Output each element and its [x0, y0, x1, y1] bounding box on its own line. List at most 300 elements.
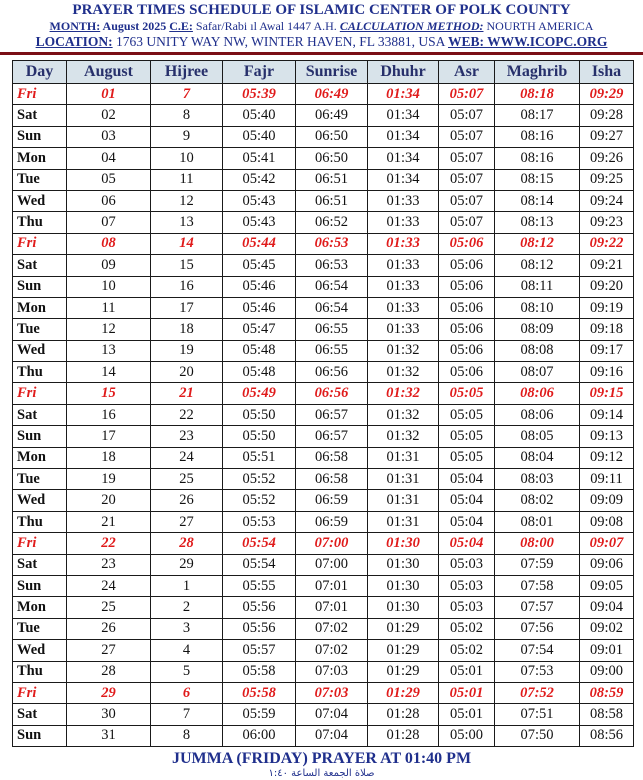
- table-cell: 09: [67, 255, 151, 276]
- table-cell: 7: [151, 704, 223, 725]
- table-cell: 05:52: [223, 490, 296, 511]
- header-divider: [0, 52, 643, 55]
- jumma-notice: JUMMA (FRIDAY) PRAYER AT 01:40 PM: [171, 750, 472, 768]
- table-cell: 01: [67, 84, 151, 105]
- table-cell: 05:43: [223, 190, 296, 211]
- table-cell: 06:55: [296, 319, 368, 340]
- month-label: MONTH:: [49, 19, 101, 33]
- table-cell: 05:03: [439, 575, 495, 596]
- table-cell: 27: [67, 640, 151, 661]
- table-cell: 08:13: [495, 212, 580, 233]
- table-cell: 07:51: [495, 704, 580, 725]
- table-cell: 08:09: [495, 319, 580, 340]
- table-row: [13, 362, 634, 383]
- table-cell: Mon: [13, 447, 67, 468]
- schedule-header: [0, 0, 643, 50]
- table-row: [13, 255, 634, 276]
- table-row: [13, 383, 634, 404]
- table-cell: 01:34: [368, 105, 439, 126]
- table-cell: 08:12: [495, 255, 580, 276]
- table-cell: 14: [151, 233, 223, 254]
- table-cell: Mon: [13, 597, 67, 618]
- table-cell: 05:01: [439, 704, 495, 725]
- location-value: 1763 UNITY WAY NW, WINTER HAVEN, FL 33881, USA: [112, 34, 448, 49]
- table-cell: 05:06: [439, 255, 495, 276]
- table-cell: 01:28: [368, 725, 439, 746]
- table-cell: 05:44: [223, 233, 296, 254]
- table-cell: 08:16: [495, 148, 580, 169]
- column-header: Dhuhr: [368, 61, 439, 84]
- table-cell: 05:46: [223, 276, 296, 297]
- table-cell: 15: [67, 383, 151, 404]
- table-cell: 06:57: [296, 426, 368, 447]
- table-cell: 06:50: [296, 148, 368, 169]
- table-cell: 30: [67, 704, 151, 725]
- table-cell: 24: [151, 447, 223, 468]
- table-cell: 05:03: [439, 597, 495, 618]
- table-cell: 06:00: [223, 725, 296, 746]
- table-cell: 05:41: [223, 148, 296, 169]
- table-row: [13, 661, 634, 682]
- table-cell: 07:02: [296, 640, 368, 661]
- table-cell: 01:30: [368, 554, 439, 575]
- table-cell: 05:06: [439, 233, 495, 254]
- table-cell: 05:56: [223, 597, 296, 618]
- table-cell: 08:59: [580, 682, 634, 703]
- table-cell: 26: [151, 490, 223, 511]
- table-cell: Tue: [13, 618, 67, 639]
- column-header: Day: [13, 61, 67, 84]
- table-cell: 08:04: [495, 447, 580, 468]
- column-header: Sunrise: [296, 61, 368, 84]
- table-cell: 05:01: [439, 661, 495, 682]
- table-cell: 08:14: [495, 190, 580, 211]
- table-cell: Tue: [13, 169, 67, 190]
- table-cell: 01:29: [368, 640, 439, 661]
- table-cell: 20: [151, 362, 223, 383]
- table-cell: 08:03: [495, 469, 580, 490]
- table-cell: 09:27: [580, 126, 634, 147]
- table-cell: 12: [151, 190, 223, 211]
- table-cell: 08:06: [495, 383, 580, 404]
- table-cell: 05:07: [439, 84, 495, 105]
- table-cell: 09:18: [580, 319, 634, 340]
- ce-value: Safar/Rabi ıl Awal 1447 A.H.: [192, 19, 340, 33]
- table-cell: Sun: [13, 126, 67, 147]
- table-row: [13, 126, 634, 147]
- table-row: [13, 618, 634, 639]
- table-cell: 01:31: [368, 490, 439, 511]
- table-cell: 01:31: [368, 511, 439, 532]
- table-body: [13, 84, 634, 747]
- table-cell: 09:14: [580, 404, 634, 425]
- table-cell: 09:21: [580, 255, 634, 276]
- table-cell: 09:02: [580, 618, 634, 639]
- table-cell: 05:05: [439, 447, 495, 468]
- table-cell: 01:29: [368, 661, 439, 682]
- table-cell: 01:33: [368, 297, 439, 318]
- table-cell: 01:33: [368, 233, 439, 254]
- table-cell: 08:56: [580, 725, 634, 746]
- table-cell: 05:04: [439, 469, 495, 490]
- table-cell: 07:01: [296, 575, 368, 596]
- table-cell: 09:26: [580, 148, 634, 169]
- table-cell: 08:16: [495, 126, 580, 147]
- table-cell: 01:32: [368, 383, 439, 404]
- table-cell: 19: [67, 469, 151, 490]
- table-cell: 06:50: [296, 126, 368, 147]
- table-cell: 08:18: [495, 84, 580, 105]
- table-cell: 05:50: [223, 404, 296, 425]
- table-cell: 13: [151, 212, 223, 233]
- table-cell: 06:56: [296, 383, 368, 404]
- table-cell: 09:13: [580, 426, 634, 447]
- table-cell: 05:52: [223, 469, 296, 490]
- table-cell: 05:58: [223, 682, 296, 703]
- table-cell: 05:05: [439, 383, 495, 404]
- table-cell: 18: [151, 319, 223, 340]
- table-cell: 09:04: [580, 597, 634, 618]
- table-cell: 07:52: [495, 682, 580, 703]
- table-cell: 23: [67, 554, 151, 575]
- table-row: [13, 704, 634, 725]
- table-cell: 06:53: [296, 233, 368, 254]
- table-cell: 21: [151, 383, 223, 404]
- table-cell: Wed: [13, 640, 67, 661]
- table-row: [13, 233, 634, 254]
- table-cell: Sun: [13, 725, 67, 746]
- table-row: [13, 105, 634, 126]
- table-cell: 05:54: [223, 554, 296, 575]
- table-cell: 05:03: [439, 554, 495, 575]
- table-cell: 23: [151, 426, 223, 447]
- table-cell: 05:42: [223, 169, 296, 190]
- table-cell: 09:07: [580, 533, 634, 554]
- table-cell: Sun: [13, 276, 67, 297]
- table-cell: 06:57: [296, 404, 368, 425]
- table-cell: 07: [67, 212, 151, 233]
- table-cell: 22: [151, 404, 223, 425]
- table-cell: 01:32: [368, 340, 439, 361]
- table-cell: Sat: [13, 554, 67, 575]
- table-cell: 06:56: [296, 362, 368, 383]
- month-value: August 2025: [100, 19, 170, 33]
- table-cell: 05:06: [439, 362, 495, 383]
- table-cell: 05:06: [439, 340, 495, 361]
- table-cell: 01:29: [368, 682, 439, 703]
- table-cell: 05:06: [439, 297, 495, 318]
- table-cell: 05:55: [223, 575, 296, 596]
- table-cell: Wed: [13, 190, 67, 211]
- table-row: [13, 554, 634, 575]
- column-header: Maghrib: [495, 61, 580, 84]
- table-cell: 01:34: [368, 169, 439, 190]
- table-cell: 09:01: [580, 640, 634, 661]
- table-cell: 26: [67, 618, 151, 639]
- table-row: [13, 490, 634, 511]
- table-cell: 06:52: [296, 212, 368, 233]
- table-cell: Fri: [13, 533, 67, 554]
- table-cell: 05:39: [223, 84, 296, 105]
- table-cell: 17: [67, 426, 151, 447]
- table-cell: 05:05: [439, 426, 495, 447]
- table-cell: 08:58: [580, 704, 634, 725]
- table-cell: 08:08: [495, 340, 580, 361]
- table-cell: 01:29: [368, 618, 439, 639]
- table-cell: 06:59: [296, 490, 368, 511]
- table-cell: 08:11: [495, 276, 580, 297]
- table-cell: 08: [67, 233, 151, 254]
- table-cell: 25: [151, 469, 223, 490]
- table-cell: 07:01: [296, 597, 368, 618]
- table-cell: 07:56: [495, 618, 580, 639]
- table-cell: 01:33: [368, 212, 439, 233]
- table-cell: 09:25: [580, 169, 634, 190]
- table-cell: 09:12: [580, 447, 634, 468]
- table-cell: 01:33: [368, 276, 439, 297]
- table-cell: 07:54: [495, 640, 580, 661]
- table-cell: 05:02: [439, 640, 495, 661]
- table-cell: 03: [67, 126, 151, 147]
- table-row: [13, 511, 634, 532]
- table-cell: 12: [67, 319, 151, 340]
- table-row: [13, 640, 634, 661]
- table-cell: 01:30: [368, 575, 439, 596]
- jumma-notice-arabic: صلاة الجمعة الساعة ١:٤٠: [268, 768, 375, 780]
- table-cell: 09:28: [580, 105, 634, 126]
- table-row: [13, 319, 634, 340]
- table-cell: Tue: [13, 469, 67, 490]
- ce-label: C.E:: [169, 19, 193, 33]
- table-cell: 28: [67, 661, 151, 682]
- table-cell: 09:29: [580, 84, 634, 105]
- table-cell: 17: [151, 297, 223, 318]
- table-cell: 05:04: [439, 490, 495, 511]
- table-cell: 07:02: [296, 618, 368, 639]
- table-cell: 06:55: [296, 340, 368, 361]
- table-cell: 09:09: [580, 490, 634, 511]
- table-cell: Sat: [13, 105, 67, 126]
- table-cell: 09:11: [580, 469, 634, 490]
- calc-method-value: NOURTH AMERICA: [483, 19, 594, 33]
- table-cell: 05:07: [439, 148, 495, 169]
- table-cell: 05:02: [439, 618, 495, 639]
- table-cell: 01:30: [368, 597, 439, 618]
- table-cell: 07:50: [495, 725, 580, 746]
- table-cell: 05:57: [223, 640, 296, 661]
- table-cell: 01:34: [368, 148, 439, 169]
- table-cell: Sun: [13, 426, 67, 447]
- table-row: [13, 426, 634, 447]
- table-cell: Tue: [13, 319, 67, 340]
- table-cell: 24: [67, 575, 151, 596]
- table-cell: 05:07: [439, 169, 495, 190]
- table-cell: 19: [151, 340, 223, 361]
- web-label: WEB: [448, 34, 480, 49]
- table-cell: 01:33: [368, 319, 439, 340]
- table-cell: 8: [151, 725, 223, 746]
- table-cell: 05:46: [223, 297, 296, 318]
- table-row: [13, 725, 634, 746]
- table-cell: 07:04: [296, 725, 368, 746]
- table-cell: 07:59: [495, 554, 580, 575]
- table-cell: 28: [151, 533, 223, 554]
- table-cell: 5: [151, 661, 223, 682]
- table-cell: 01:32: [368, 362, 439, 383]
- table-cell: 09:15: [580, 383, 634, 404]
- table-cell: 05:48: [223, 340, 296, 361]
- table-cell: 07:53: [495, 661, 580, 682]
- table-cell: 06:53: [296, 255, 368, 276]
- table-cell: 05:51: [223, 447, 296, 468]
- location-label: LOCATION:: [35, 34, 113, 49]
- table-cell: 09:17: [580, 340, 634, 361]
- table-cell: 01:30: [368, 533, 439, 554]
- table-row: [13, 340, 634, 361]
- table-cell: 06:58: [296, 469, 368, 490]
- table-row: [13, 148, 634, 169]
- web-link[interactable]: : WWW.ICOPC.ORG: [479, 34, 608, 49]
- table-cell: 06:49: [296, 105, 368, 126]
- table-cell: 05:40: [223, 105, 296, 126]
- table-cell: 05:07: [439, 190, 495, 211]
- table-cell: 29: [151, 554, 223, 575]
- table-cell: 6: [151, 682, 223, 703]
- table-header-row: [13, 61, 634, 84]
- table-cell: 09:05: [580, 575, 634, 596]
- table-cell: 02: [67, 105, 151, 126]
- table-cell: 05:54: [223, 533, 296, 554]
- table-cell: 01:33: [368, 255, 439, 276]
- table-cell: 05:04: [439, 533, 495, 554]
- table-cell: 11: [151, 169, 223, 190]
- table-cell: 06:51: [296, 190, 368, 211]
- table-cell: 08:17: [495, 105, 580, 126]
- table-cell: 07:03: [296, 661, 368, 682]
- table-cell: Wed: [13, 340, 67, 361]
- column-header: Hijree: [151, 61, 223, 84]
- table-cell: 09:00: [580, 661, 634, 682]
- table-cell: Sat: [13, 404, 67, 425]
- table-cell: 3: [151, 618, 223, 639]
- table-cell: Mon: [13, 297, 67, 318]
- table-cell: 07:00: [296, 554, 368, 575]
- table-cell: 07:00: [296, 533, 368, 554]
- table-cell: 09:08: [580, 511, 634, 532]
- table-cell: 06:54: [296, 297, 368, 318]
- table-cell: 13: [67, 340, 151, 361]
- table-cell: 10: [67, 276, 151, 297]
- table-cell: 08:15: [495, 169, 580, 190]
- table-cell: Sat: [13, 704, 67, 725]
- table-cell: 11: [67, 297, 151, 318]
- table-cell: 05:49: [223, 383, 296, 404]
- table-cell: Thu: [13, 212, 67, 233]
- column-header: Isha: [580, 61, 634, 84]
- table-cell: 1: [151, 575, 223, 596]
- table-cell: 08:06: [495, 404, 580, 425]
- table-cell: Wed: [13, 490, 67, 511]
- table-cell: 18: [67, 447, 151, 468]
- column-header: Asr: [439, 61, 495, 84]
- table-cell: 06:54: [296, 276, 368, 297]
- table-cell: 05:00: [439, 725, 495, 746]
- table-cell: 01:32: [368, 426, 439, 447]
- table-cell: 09:23: [580, 212, 634, 233]
- table-cell: 09:22: [580, 233, 634, 254]
- table-cell: Mon: [13, 148, 67, 169]
- table-row: [13, 212, 634, 233]
- table-cell: 08:00: [495, 533, 580, 554]
- table-cell: 21: [67, 511, 151, 532]
- table-cell: 05:50: [223, 426, 296, 447]
- table-cell: 31: [67, 725, 151, 746]
- table-cell: 05:07: [439, 212, 495, 233]
- table-cell: 01:31: [368, 469, 439, 490]
- table-cell: 01:31: [368, 447, 439, 468]
- table-cell: 08:12: [495, 233, 580, 254]
- table-cell: 05:45: [223, 255, 296, 276]
- table-cell: 01:28: [368, 704, 439, 725]
- table-row: [13, 533, 634, 554]
- table-cell: 05:59: [223, 704, 296, 725]
- table-cell: 8: [151, 105, 223, 126]
- calc-method-label: CALCULATION METHOD:: [339, 19, 484, 33]
- table-cell: 15: [151, 255, 223, 276]
- table-cell: 05:04: [439, 511, 495, 532]
- table-cell: 05:07: [439, 126, 495, 147]
- table-cell: 2: [151, 597, 223, 618]
- table-cell: 05:07: [439, 105, 495, 126]
- table-row: [13, 447, 634, 468]
- table-row: [13, 297, 634, 318]
- table-cell: Fri: [13, 383, 67, 404]
- table-cell: Fri: [13, 84, 67, 105]
- table-cell: 10: [151, 148, 223, 169]
- table-cell: 04: [67, 148, 151, 169]
- table-cell: 09:20: [580, 276, 634, 297]
- month-line: [0, 19, 643, 34]
- table-cell: 07:58: [495, 575, 580, 596]
- table-cell: 01:33: [368, 190, 439, 211]
- table-row: [13, 169, 634, 190]
- table-row: [13, 276, 634, 297]
- table-cell: Thu: [13, 661, 67, 682]
- column-header: Fajr: [223, 61, 296, 84]
- table-cell: 07:57: [495, 597, 580, 618]
- table-cell: 08:07: [495, 362, 580, 383]
- prayer-times-table: [12, 60, 634, 747]
- table-cell: 05:43: [223, 212, 296, 233]
- table-cell: 07:03: [296, 682, 368, 703]
- table-cell: 16: [151, 276, 223, 297]
- table-cell: 16: [67, 404, 151, 425]
- column-header: August: [67, 61, 151, 84]
- table-cell: Sat: [13, 255, 67, 276]
- table-row: [13, 469, 634, 490]
- table-cell: 06:58: [296, 447, 368, 468]
- table-cell: 05:48: [223, 362, 296, 383]
- table-cell: 05:01: [439, 682, 495, 703]
- table-cell: 05:56: [223, 618, 296, 639]
- table-cell: 08:01: [495, 511, 580, 532]
- table-cell: 7: [151, 84, 223, 105]
- table-cell: 08:02: [495, 490, 580, 511]
- table-row: [13, 84, 634, 105]
- table-cell: Thu: [13, 362, 67, 383]
- table-cell: 05: [67, 169, 151, 190]
- table-row: [13, 575, 634, 596]
